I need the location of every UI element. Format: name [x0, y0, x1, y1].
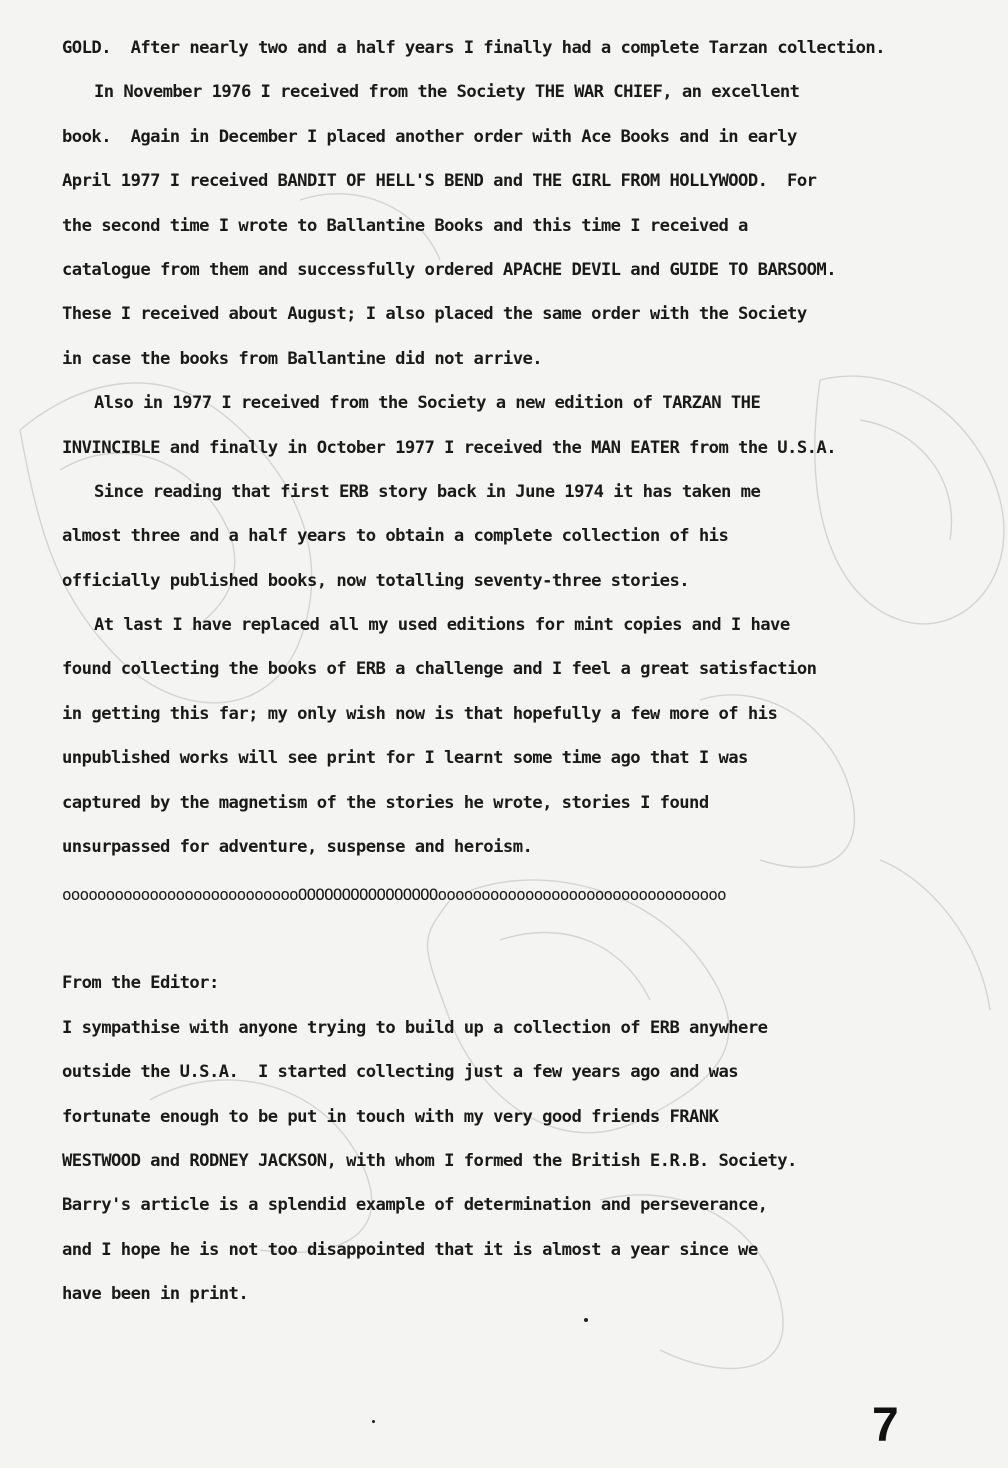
text-line: I sympathise with anyone trying to build up a collection of ERB anywhere — [62, 1017, 768, 1038]
text-line: have been in print. — [62, 1284, 249, 1305]
article-text — [62, 26, 1002, 1317]
paragraph-2 — [62, 70, 1002, 381]
text-line: fortunate enough to be put in touch with my very good friends FRANK — [62, 1106, 719, 1127]
text-line: outside the U.S.A. I started collecting just a few years ago and was — [62, 1062, 739, 1083]
text-line: found collecting the books of ERB a challenge and I feel a great satisfaction — [62, 659, 817, 680]
text-line: the second time I wrote to Ballantine Books and this time I received a — [62, 215, 748, 236]
text-line: These I received about August; I also placed the same order with the Society — [62, 304, 807, 325]
text-line: In November 1976 I received from the Society THE WAR CHIEF, an excellent — [94, 82, 800, 103]
text-line: in getting this far; my only wish now is that hopefully a few more of his — [62, 703, 778, 724]
text-line: captured by the magnetism of the stories he wrote, stories I found — [62, 792, 709, 813]
text-line: almost three and a half years to obtain a complete collection of his — [62, 526, 729, 547]
text-line: WESTWOOD and RODNEY JACKSON, with whom I formed the British E.R.B. Society. — [62, 1150, 797, 1171]
paragraph-4 — [62, 470, 1002, 603]
text-line: unsurpassed for adventure, suspense and heroism. — [62, 837, 533, 858]
ink-speck — [372, 1420, 375, 1423]
paragraph-1 — [62, 26, 1002, 70]
text-line: April 1977 I received BANDIT OF HELL'S BEND and THE GIRL FROM HOLLYWOOD. For — [62, 171, 817, 192]
text-line: catalogue from them and successfully ordered APACHE DEVIL and GUIDE TO BARSOOM. — [62, 259, 837, 280]
text-line: officially published books, now totalling seventy-three stories. — [62, 570, 690, 591]
section-separator: oooooooooooooooooooooooooooOOOOOOOOOOOOOOOOooooooooooooooooooooooooooooooooo — [62, 885, 726, 905]
text-line: Also in 1977 I received from the Society a new edition of TARZAN THE — [94, 393, 761, 414]
editor-note — [62, 961, 1002, 1316]
ink-speck — [584, 1318, 588, 1322]
text-line: GOLD. After nearly two and a half years I finally had a complete Tarzan collection. — [62, 38, 886, 58]
text-line: At last I have replaced all my used editions for mint copies and I have — [94, 615, 790, 636]
page-number: 7 — [872, 1399, 899, 1452]
text-line: Since reading that first ERB story back in June 1974 it has taken me — [94, 481, 761, 502]
text-line: Barry's article is a splendid example of determination and perseverance, — [62, 1195, 768, 1216]
paragraph-5 — [62, 603, 1002, 869]
text-line: in case the books from Ballantine did not arrive. — [62, 348, 543, 369]
paragraph-3 — [62, 381, 1002, 470]
text-line: INVINCIBLE and finally in October 1977 I received the MAN EATER from the U.S.A. — [62, 437, 837, 458]
text-line: and I hope he is not too disappointed that it is almost a year since we — [62, 1239, 758, 1260]
text-line: book. Again in December I placed another order with Ace Books and in early — [62, 126, 797, 147]
text-line: unpublished works will see print for I learnt some time ago that I was — [62, 748, 748, 769]
editor-heading: From the Editor: — [62, 973, 219, 994]
